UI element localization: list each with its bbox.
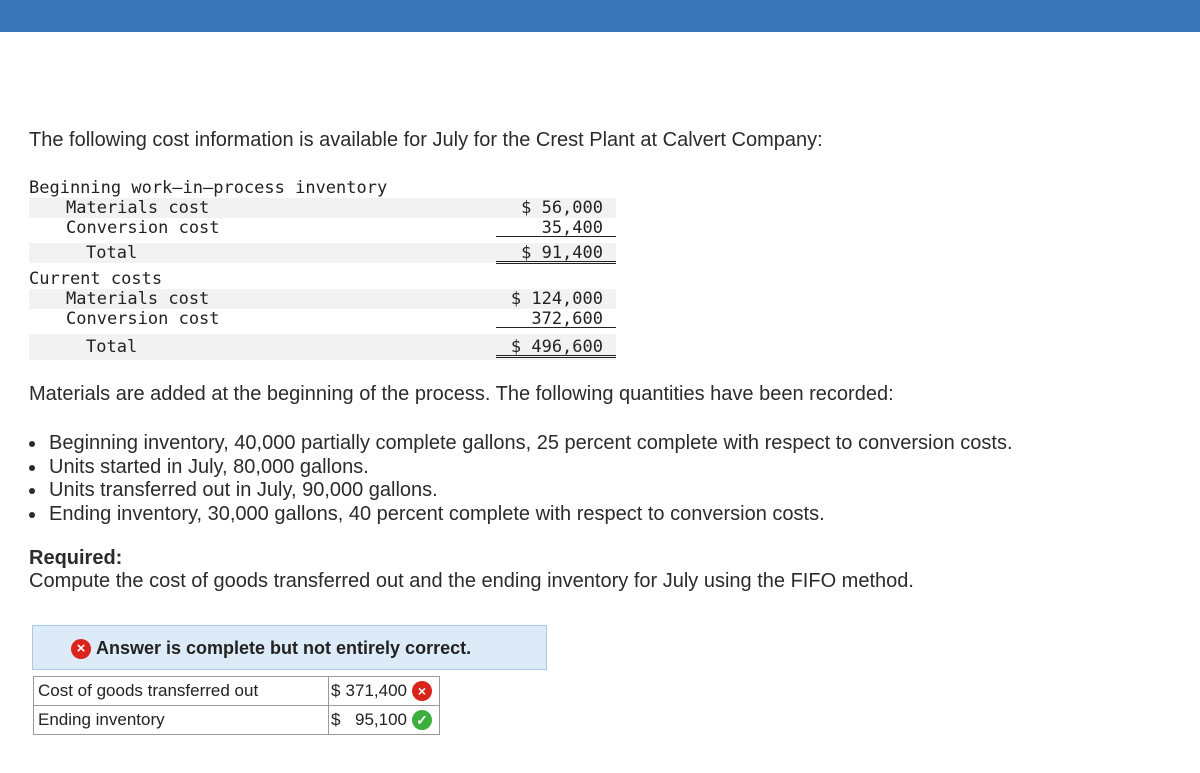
answer-status-banner [32, 625, 547, 670]
bullet-text: Ending inventory, 30,000 gallons, 40 percent complete with respect to conversion costs. [49, 502, 825, 525]
beginning-total-row [29, 243, 616, 263]
beginning-materials-row [29, 198, 616, 218]
list-item [29, 456, 1013, 480]
beginning-wip-header-row [29, 178, 616, 198]
bullet-icon [29, 465, 35, 471]
beginning-conversion-row [29, 218, 616, 238]
beginning-total-value: $ 91,400 [496, 243, 616, 264]
required-text: Compute the cost of goods transferred out and the ending inventory for July using the FIFO method. [29, 570, 914, 592]
correct-check-icon: ✓ [412, 710, 432, 730]
bullet-text: Units started in July, 80,000 gallons. [49, 455, 369, 478]
bullet-icon [29, 488, 35, 494]
answer-cell-cost-transferred[interactable] [329, 677, 440, 706]
current-total-label: Total [86, 337, 138, 357]
beginning-total-label: Total [86, 243, 138, 263]
answer-value[interactable]: 95,100 [355, 710, 407, 729]
currency-symbol: $ [331, 710, 341, 729]
intro-text: The following cost information is available for July for the Crest Plant at Calvert Company: [29, 129, 823, 151]
bullet-icon [29, 512, 35, 518]
beginning-materials-label: Materials cost [66, 198, 210, 218]
answer-value[interactable]: 371,400 [345, 681, 407, 700]
list-item [29, 503, 1013, 527]
x-circle-icon: × [71, 639, 91, 659]
currency-symbol: $ [331, 681, 341, 700]
answer-table [33, 676, 440, 735]
current-conversion-label: Conversion cost [66, 309, 220, 329]
table-row [34, 706, 440, 735]
materials-note: Materials are added at the beginning of the process. The following quantities have been recorded: [29, 383, 894, 405]
list-item [29, 479, 1013, 503]
current-conversion-row [29, 309, 616, 329]
answer-label: Ending inventory [34, 706, 329, 735]
current-total-value: $ 496,600 [496, 337, 616, 358]
bullet-icon [29, 441, 35, 447]
bullet-text: Beginning inventory, 40,000 partially complete gallons, 25 percent complete with respect to conversion costs. [49, 432, 1013, 454]
incorrect-x-icon: × [412, 681, 432, 701]
list-item [29, 432, 1013, 456]
current-materials-label: Materials cost [66, 289, 210, 309]
cost-information-table [29, 178, 616, 360]
answer-label: Cost of goods transferred out [34, 677, 329, 706]
current-costs-header-row [29, 269, 616, 289]
current-conversion-value: 372,600 [496, 309, 616, 328]
beginning-wip-header: Beginning work–in–process inventory [29, 178, 388, 198]
current-materials-value: $ 124,000 [510, 289, 603, 309]
beginning-conversion-value: 35,400 [496, 218, 616, 237]
top-header-bar [0, 0, 1200, 32]
required-heading: Required: [29, 547, 123, 569]
bullet-text: Units transferred out in July, 90,000 gallons. [49, 479, 438, 501]
current-total-row [29, 334, 616, 360]
current-costs-header: Current costs [29, 269, 163, 289]
current-materials-row [29, 289, 616, 309]
table-row [34, 677, 440, 706]
beginning-materials-value: $ 56,000 [521, 198, 603, 218]
beginning-conversion-label: Conversion cost [66, 218, 220, 238]
quantities-list [29, 432, 1013, 526]
answer-status-message: Answer is complete but not entirely correct. [96, 638, 472, 658]
answer-cell-ending-inventory[interactable] [329, 706, 440, 735]
